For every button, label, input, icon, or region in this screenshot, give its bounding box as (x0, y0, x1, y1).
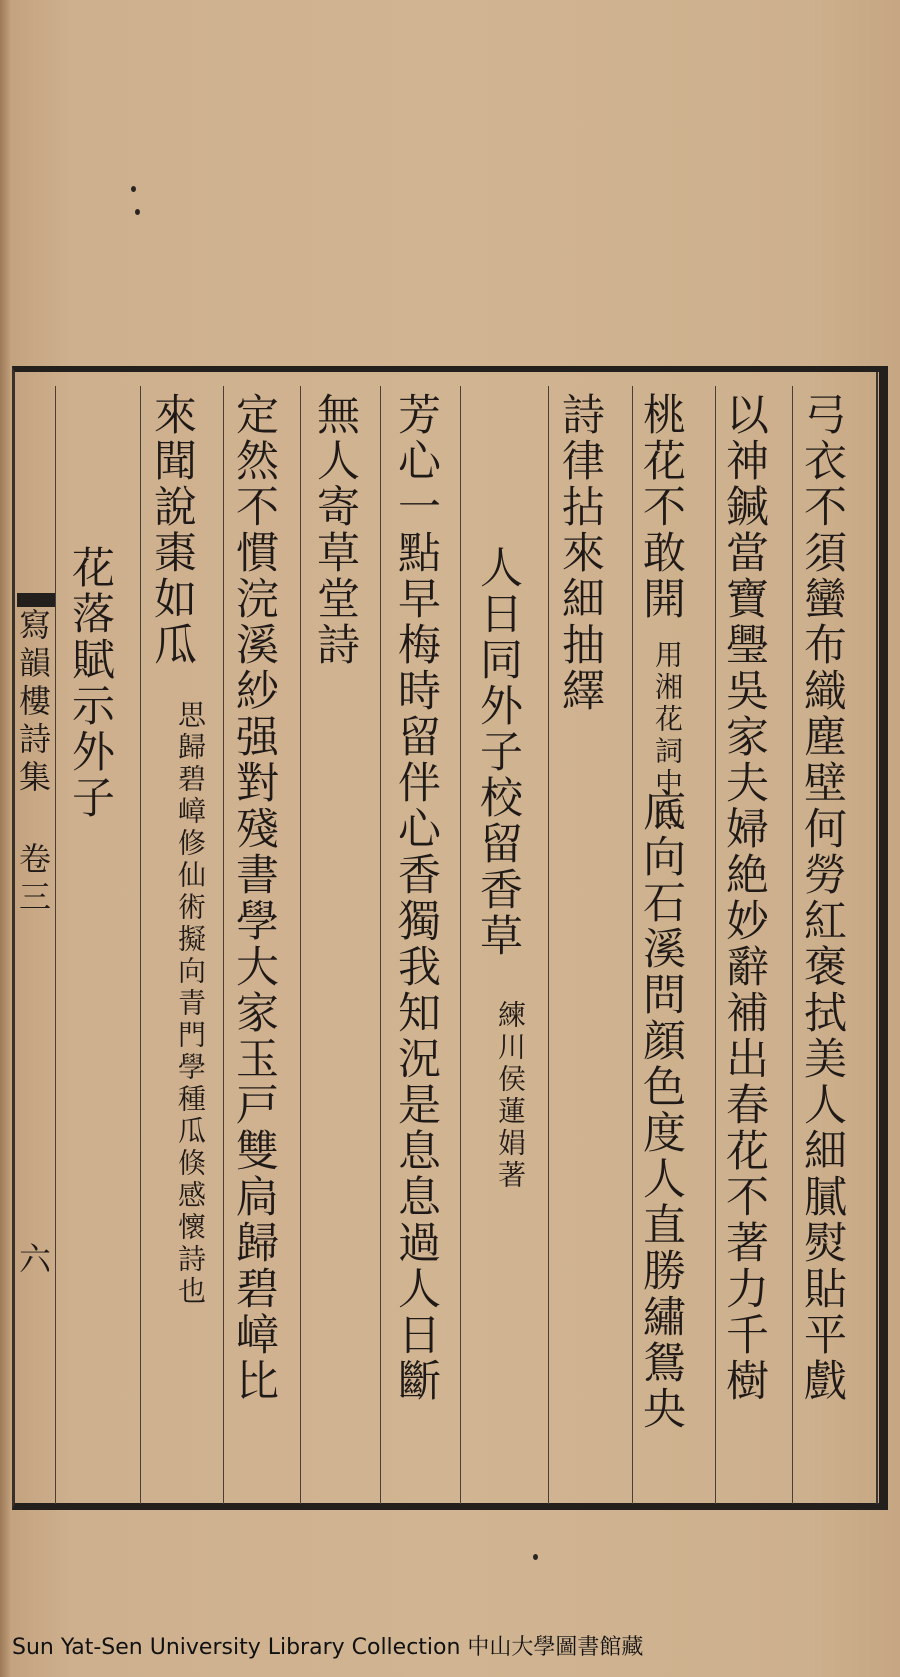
margin-title: 寫韻樓詩集 卷三 (14, 608, 52, 918)
text-column-4: 詩律拈來細抽繹 (555, 392, 605, 714)
column-rule (380, 386, 381, 1504)
poem-title-hualuo: 花落賦示外子 (65, 545, 115, 821)
page-edge (0, 0, 10, 1677)
fish-tail-mark (17, 593, 55, 607)
column-rule (140, 386, 141, 1504)
text-column-9-note: 思歸碧嶂修仙術擬向青門學種瓜倏感懷詩也 (174, 700, 207, 1308)
text-column-2: 以神鍼當寶璺吳家夫婦絶妙辭補出春花不著力千樹 (719, 392, 769, 1404)
column-rule (792, 386, 793, 1504)
text-column-3-top: 桃花不敢開 (636, 392, 686, 622)
column-rule (460, 386, 461, 1504)
text-column-3-note: 用湘花詞中句 (651, 640, 684, 832)
column-rule (300, 386, 301, 1504)
column-rule (55, 386, 56, 1504)
text-column-9: 來聞說棗如瓜 (147, 392, 197, 668)
column-rule (223, 386, 224, 1504)
poem-title-renri: 人日同外子校留香草 (473, 545, 523, 959)
column-rule (715, 386, 716, 1504)
library-watermark: Sun Yat-Sen University Library Collection 中山大學圖書館藏 (12, 1635, 644, 1660)
column-rule (632, 386, 633, 1504)
ink-spot (131, 186, 136, 192)
text-column-8: 定然不慣浣溪紗强對殘書學大家玉戸雙扃歸碧嶂比 (229, 392, 279, 1404)
text-column-6: 芳心一點早梅時留伴心香獨我知況是息息過人日斷 (391, 392, 441, 1404)
text-column-3-bottom: 底向石溪問顔色度人直勝繡鴛央 (636, 788, 686, 1432)
column-rule (548, 386, 549, 1504)
text-column-1: 弓衣不須蠻布織塵壁何勞紅褒拭美人細膩熨貼平戲 (797, 392, 847, 1404)
block-margin (14, 372, 55, 1504)
ink-spot (533, 1554, 538, 1560)
author-attribution: 練川侯蓮娟著 (494, 1000, 527, 1192)
frame-inner-line (876, 372, 878, 1504)
text-column-7: 無人寄草堂詩 (310, 392, 360, 668)
ink-spot (135, 209, 140, 215)
margin-page-number: 六 (14, 1242, 52, 1274)
